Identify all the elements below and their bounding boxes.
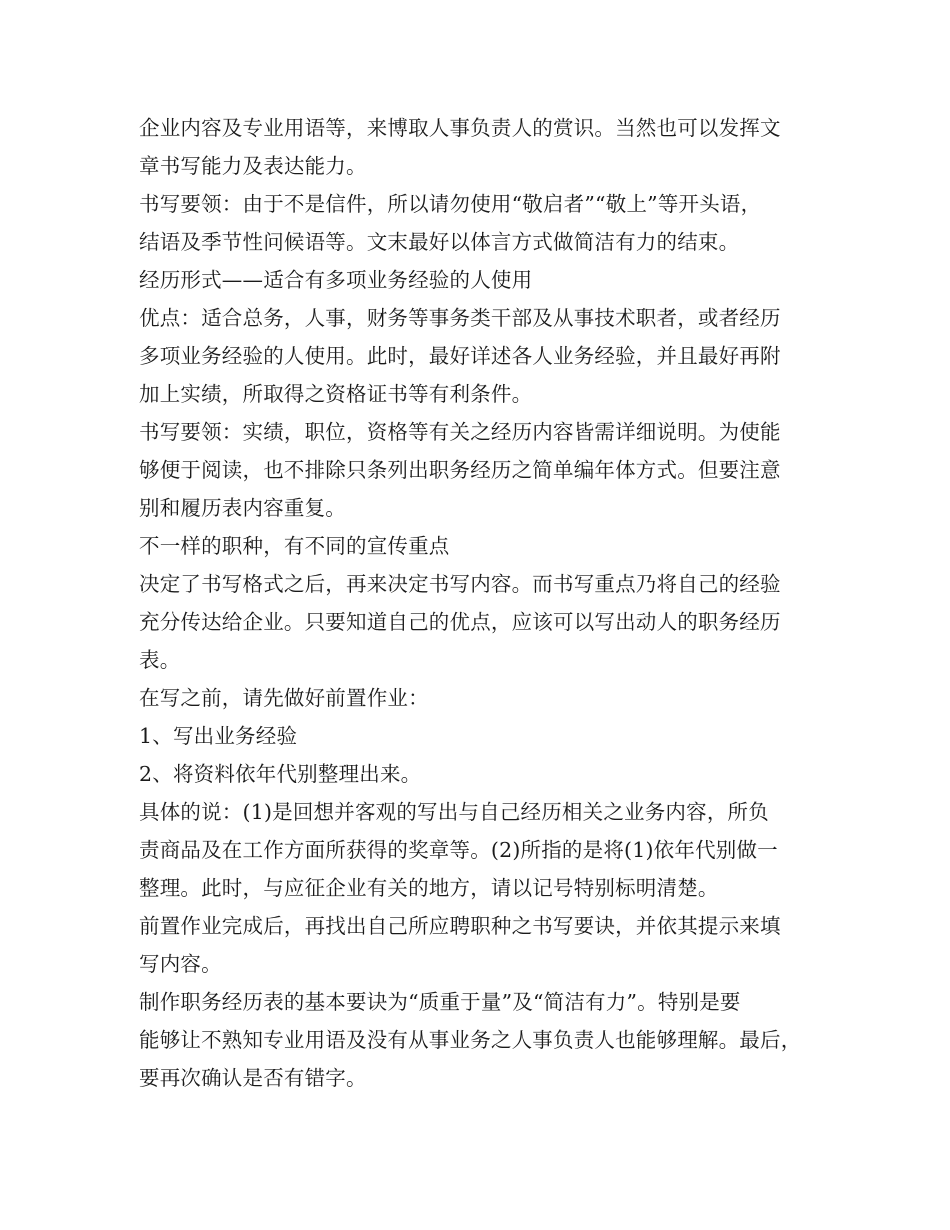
text-line: 能够让不熟知专业用语及没有从事业务之人事负责人也能够理解。最后， bbox=[139, 1028, 802, 1052]
text-line: 书写要领：实绩，职位，资格等有关之经历内容皆需详细说明。为使能 bbox=[139, 420, 781, 444]
text-line: 优点：适合总务，人事，财务等事务类干部及从事技术职者，或者经历 bbox=[139, 306, 781, 330]
text-line: 多项业务经验的人使用。此时，最好详述各人业务经验，并且最好再附 bbox=[139, 344, 781, 368]
text-line: 加上实绩，所取得之资格证书等有利条件。 bbox=[139, 382, 533, 406]
section-heading: 不一样的职种，有不同的宣传重点 bbox=[139, 534, 450, 558]
text-line: 章书写能力及表达能力。 bbox=[139, 154, 367, 178]
text-line: 制作职务经历表的基本要诀为“质重于量”及“简洁有力”。特别是要 bbox=[139, 990, 741, 1014]
text-line: 别和履历表内容重复。 bbox=[139, 496, 346, 520]
text-line: 在写之前，请先做好前置作业： bbox=[139, 686, 429, 710]
list-item: 1、写出业务经验 bbox=[139, 724, 298, 748]
text-line: 书写要领：由于不是信件，所以请勿使用“敬启者”“敬上”等开头语， bbox=[139, 192, 762, 216]
text-line: 责商品及在工作方面所获得的奖章等。(2)所指的是将(1)依年代别做一 bbox=[139, 838, 778, 862]
text-line: 前置作业完成后，再找出自己所应聘职种之书写要诀，并依其提示来填 bbox=[139, 914, 781, 938]
text-line: 要再次确认是否有错字。 bbox=[139, 1066, 367, 1090]
list-item: 2、将资料依年代别整理出来。 bbox=[139, 762, 422, 786]
text-line: 企业内容及专业用语等，来博取人事负责人的赏识。当然也可以发挥文 bbox=[139, 116, 781, 140]
text-line: 够便于阅读，也不排除只条列出职务经历之简单编年体方式。但要注意 bbox=[139, 458, 781, 482]
text-line: 整理。此时，与应征企业有关的地方，请以记号特别标明清楚。 bbox=[139, 876, 719, 900]
text-line: 表。 bbox=[139, 648, 181, 672]
text-line: 充分传达给企业。只要知道自己的优点，应该可以写出动人的职务经历 bbox=[139, 610, 781, 634]
document-body bbox=[139, 109, 829, 1097]
text-line: 写内容。 bbox=[139, 952, 222, 976]
section-heading: 经历形式——适合有多项业务经验的人使用 bbox=[139, 268, 533, 292]
text-line: 结语及季节性问候语等。文末最好以体言方式做简洁有力的结束。 bbox=[139, 230, 740, 254]
text-line: 决定了书写格式之后，再来决定书写内容。而书写重点乃将自己的经验 bbox=[139, 572, 781, 596]
text-line: 具体的说：(1)是回想并客观的写出与自己经历相关之业务内容，所负 bbox=[139, 800, 769, 824]
